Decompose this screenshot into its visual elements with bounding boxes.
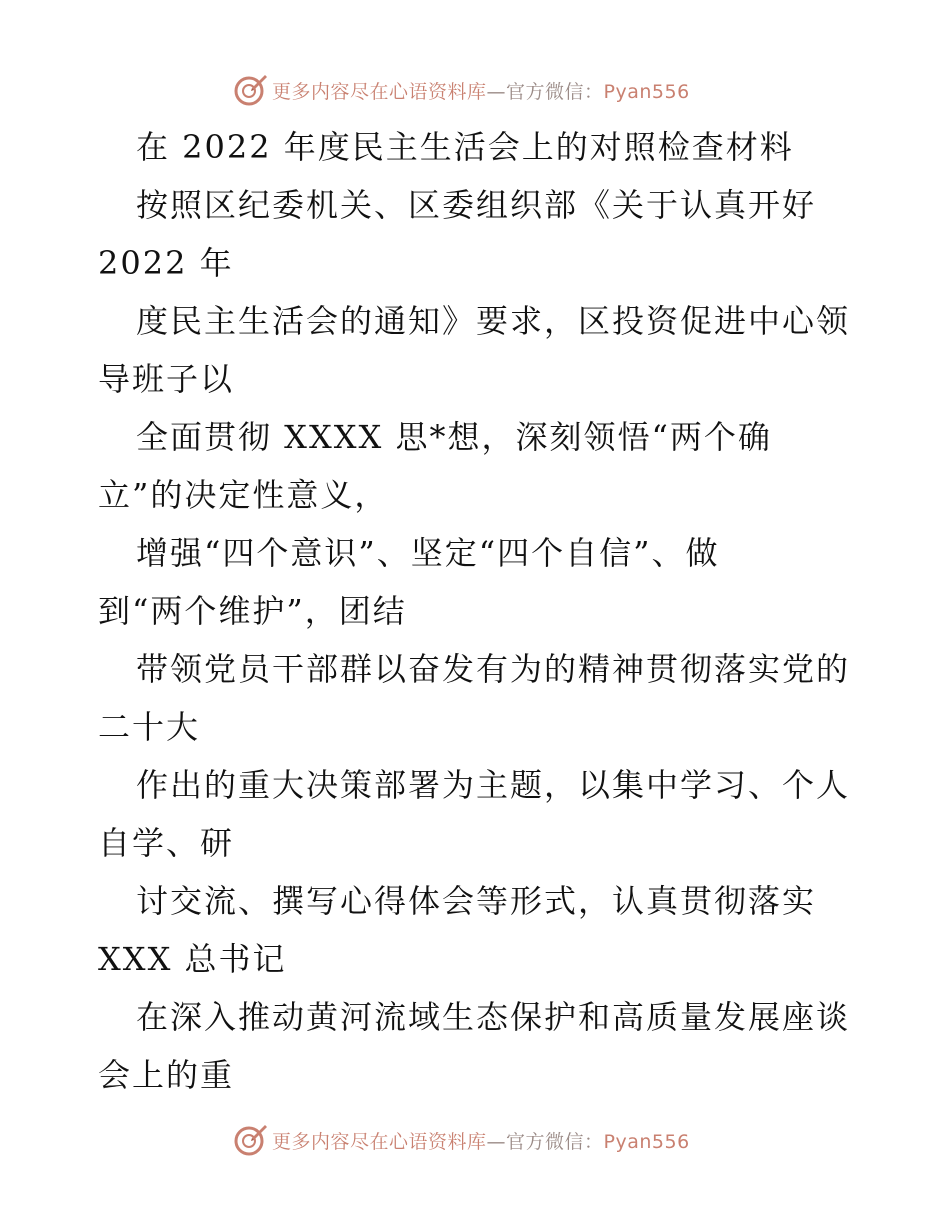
text-line: 自学、研 (98, 824, 235, 862)
text-line: 会上的重 (98, 1056, 235, 1094)
text-line: XXX 总书记 (98, 940, 287, 978)
text-line: 立”的决定性意义， (98, 476, 389, 514)
watermark-site-text: 更多内容尽在心语资料库 (272, 1130, 487, 1153)
watermark-site-text: 更多内容尽在心语资料库 (272, 80, 487, 103)
watermark-separator: — (486, 80, 507, 103)
text-line: 度民主生活会的通知》要求，区投资促进中心领 (136, 302, 851, 340)
text-line: 二十大 (98, 708, 201, 746)
watermark-wechat-label: 官方微信： (506, 1130, 604, 1153)
text-line: 2022 年 (98, 244, 234, 282)
watermark-text (272, 77, 690, 104)
document-body (98, 118, 858, 1104)
text-line: 在 2022 年度民主生活会上的对照检查材料 (136, 128, 794, 166)
text-line: 带领党员干部群以奋发有为的精神贯彻落实党的 (136, 650, 851, 688)
watermark-text (272, 1127, 690, 1154)
red-pen-circle-logo-icon (232, 1122, 268, 1158)
text-line: 作出的重大决策部署为主题，以集中学习、个人 (136, 766, 851, 804)
text-line: 到“两个维护”，团结 (98, 592, 407, 630)
text-line: 导班子以 (98, 360, 235, 398)
text-line: 在深入推动黄河流域生态保护和高质量发展座谈 (136, 998, 851, 1036)
footer-watermark (232, 1120, 732, 1160)
header-watermark (232, 70, 732, 110)
watermark-wechat-id: Pyan556 (603, 80, 690, 103)
red-pen-circle-logo-icon (232, 72, 268, 108)
watermark-wechat-id: Pyan556 (603, 1130, 690, 1153)
text-line: 全面贯彻 XXXX 思*想，深刻领悟“两个确 (136, 418, 772, 456)
watermark-separator: — (486, 1130, 507, 1153)
text-line: 按照区纪委机关、区委组织部《关于认真开好 (136, 186, 817, 224)
watermark-wechat-label: 官方微信： (506, 80, 604, 103)
text-line: 增强“四个意识”、坚定“四个自信”、做 (136, 534, 720, 572)
text-line: 讨交流、撰写心得体会等形式，认真贯彻落实 (136, 882, 817, 920)
